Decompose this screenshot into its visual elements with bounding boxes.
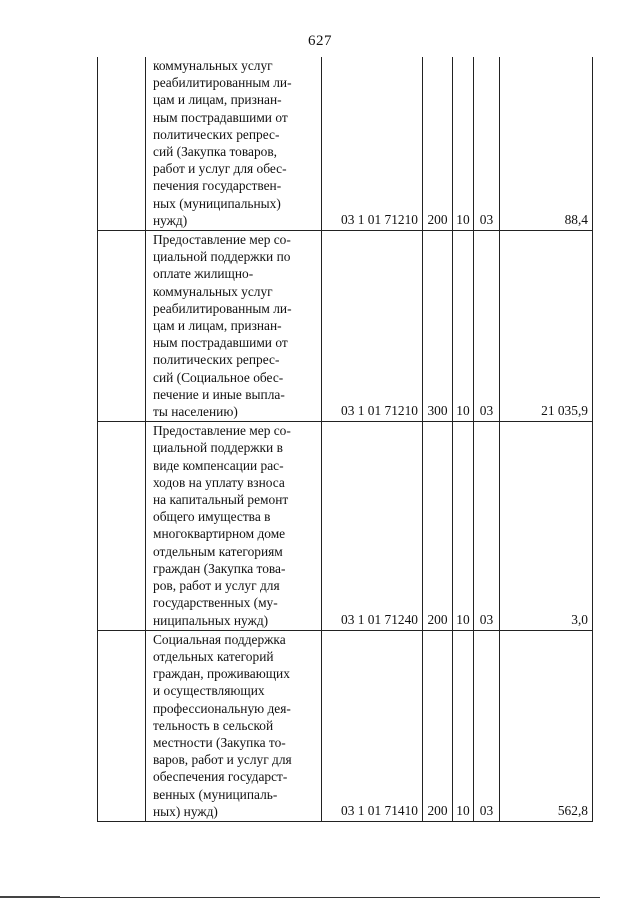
- target-article-code-cell: 03 1 01 71410: [322, 630, 423, 821]
- expense-name-line: профессиональную дея-: [153, 700, 291, 716]
- expense-name-line: ходов на уплату взноса: [153, 474, 285, 490]
- expense-name-line: на капитальный ремонт: [153, 492, 289, 508]
- table-row: [98, 630, 593, 821]
- expense-name-line: отдельным категориям: [153, 543, 283, 559]
- blank-cell: [98, 231, 146, 422]
- expense-name-line: реабилитированным ли-: [153, 75, 292, 91]
- expense-name-line: цам и лицам, признан-: [153, 318, 282, 334]
- expense-name-line: ниципальных нужд): [153, 612, 269, 628]
- expense-name-line: ты населению): [153, 404, 238, 420]
- expense-name-line: сий (Социальное обес-: [153, 369, 284, 385]
- subsection-cell: 03: [474, 57, 500, 231]
- expense-name-line: местности (Закупка то-: [153, 734, 286, 750]
- expense-name-line: ных (муниципальных): [153, 195, 281, 211]
- expense-name-line: отдельных категорий: [153, 648, 274, 664]
- expense-name-line: оплате жилищно-: [153, 266, 254, 282]
- expense-name-line: и осуществляющих: [153, 683, 265, 699]
- expense-name-cell: [146, 630, 322, 821]
- expense-name-line: политических репрес-: [153, 126, 280, 142]
- expense-name-cell: [146, 231, 322, 422]
- expense-name-line: нужд): [153, 212, 188, 228]
- expense-name-line: виде компенсации рас-: [153, 457, 284, 473]
- table-row: [98, 422, 593, 630]
- target-article-code-cell: 03 1 01 71210: [322, 57, 423, 231]
- amount-cell: 3,0: [500, 422, 593, 630]
- expense-name-line: граждан, проживающих: [153, 666, 290, 682]
- budget-table: [97, 57, 593, 822]
- expense-name-cell: [146, 422, 322, 630]
- subsection-cell: 03: [474, 422, 500, 630]
- expense-name-line: ным пострадавшими от: [153, 335, 288, 351]
- target-article-code-cell: 03 1 01 71240: [322, 422, 423, 630]
- blank-cell: [98, 57, 146, 231]
- expense-name-line: Предоставление мер со-: [153, 423, 291, 439]
- expense-type-cell: 200: [423, 422, 453, 630]
- expense-name-line: венных (муниципаль-: [153, 786, 278, 802]
- expense-name-line: коммунальных услуг: [153, 283, 273, 299]
- amount-cell: 21 035,9: [500, 231, 593, 422]
- blank-cell: [98, 630, 146, 821]
- section-cell: 10: [453, 57, 474, 231]
- expense-name-cell: [146, 57, 322, 231]
- budget-table-body: [98, 57, 593, 821]
- expense-name-line: циальной поддержки в: [153, 440, 283, 456]
- expense-name-line: общего имущества в: [153, 509, 271, 525]
- expense-name-line: коммунальных услуг: [153, 58, 273, 73]
- expense-name-line: ных) нужд): [153, 803, 218, 819]
- target-article-code-cell: 03 1 01 71210: [322, 231, 423, 422]
- expense-name-line: цам и лицам, признан-: [153, 92, 282, 108]
- expense-name-line: обеспечения государст-: [153, 769, 288, 785]
- section-cell: 10: [453, 231, 474, 422]
- table-row: [98, 231, 593, 422]
- amount-cell: 562,8: [500, 630, 593, 821]
- blank-cell: [98, 422, 146, 630]
- expense-name-line: Предоставление мер со-: [153, 232, 291, 248]
- footer-rule-mark: [0, 896, 60, 898]
- expense-type-cell: 200: [423, 57, 453, 231]
- page-number: 627: [308, 33, 332, 49]
- expense-name-line: печения государствен-: [153, 178, 282, 194]
- subsection-cell: 03: [474, 231, 500, 422]
- expense-type-cell: 200: [423, 630, 453, 821]
- expense-name-line: ров, работ и услуг для: [153, 578, 280, 594]
- section-cell: 10: [453, 422, 474, 630]
- expense-name-line: работ и услуг для обес-: [153, 161, 287, 177]
- expense-name-line: печение и иные выпла-: [153, 386, 285, 402]
- footer-rule: [40, 897, 600, 898]
- section-cell: 10: [453, 630, 474, 821]
- expense-name-line: государственных (му-: [153, 595, 278, 611]
- table-row: [98, 57, 593, 231]
- expense-name-line: Социальная поддержка: [153, 631, 286, 647]
- expense-name-line: циальной поддержки по: [153, 249, 291, 265]
- amount-cell: 88,4: [500, 57, 593, 231]
- expense-name-line: тельность в сельской: [153, 717, 274, 733]
- expense-name-line: сий (Закупка товаров,: [153, 144, 278, 160]
- expense-name-line: политических репрес-: [153, 352, 280, 368]
- expense-name-line: многоквартирном доме: [153, 526, 286, 542]
- expense-name-line: реабилитированным ли-: [153, 300, 292, 316]
- subsection-cell: 03: [474, 630, 500, 821]
- expense-name-line: ным пострадавшими от: [153, 109, 288, 125]
- expense-name-line: граждан (Закупка това-: [153, 560, 286, 576]
- expense-name-line: варов, работ и услуг для: [153, 752, 292, 768]
- expense-type-cell: 300: [423, 231, 453, 422]
